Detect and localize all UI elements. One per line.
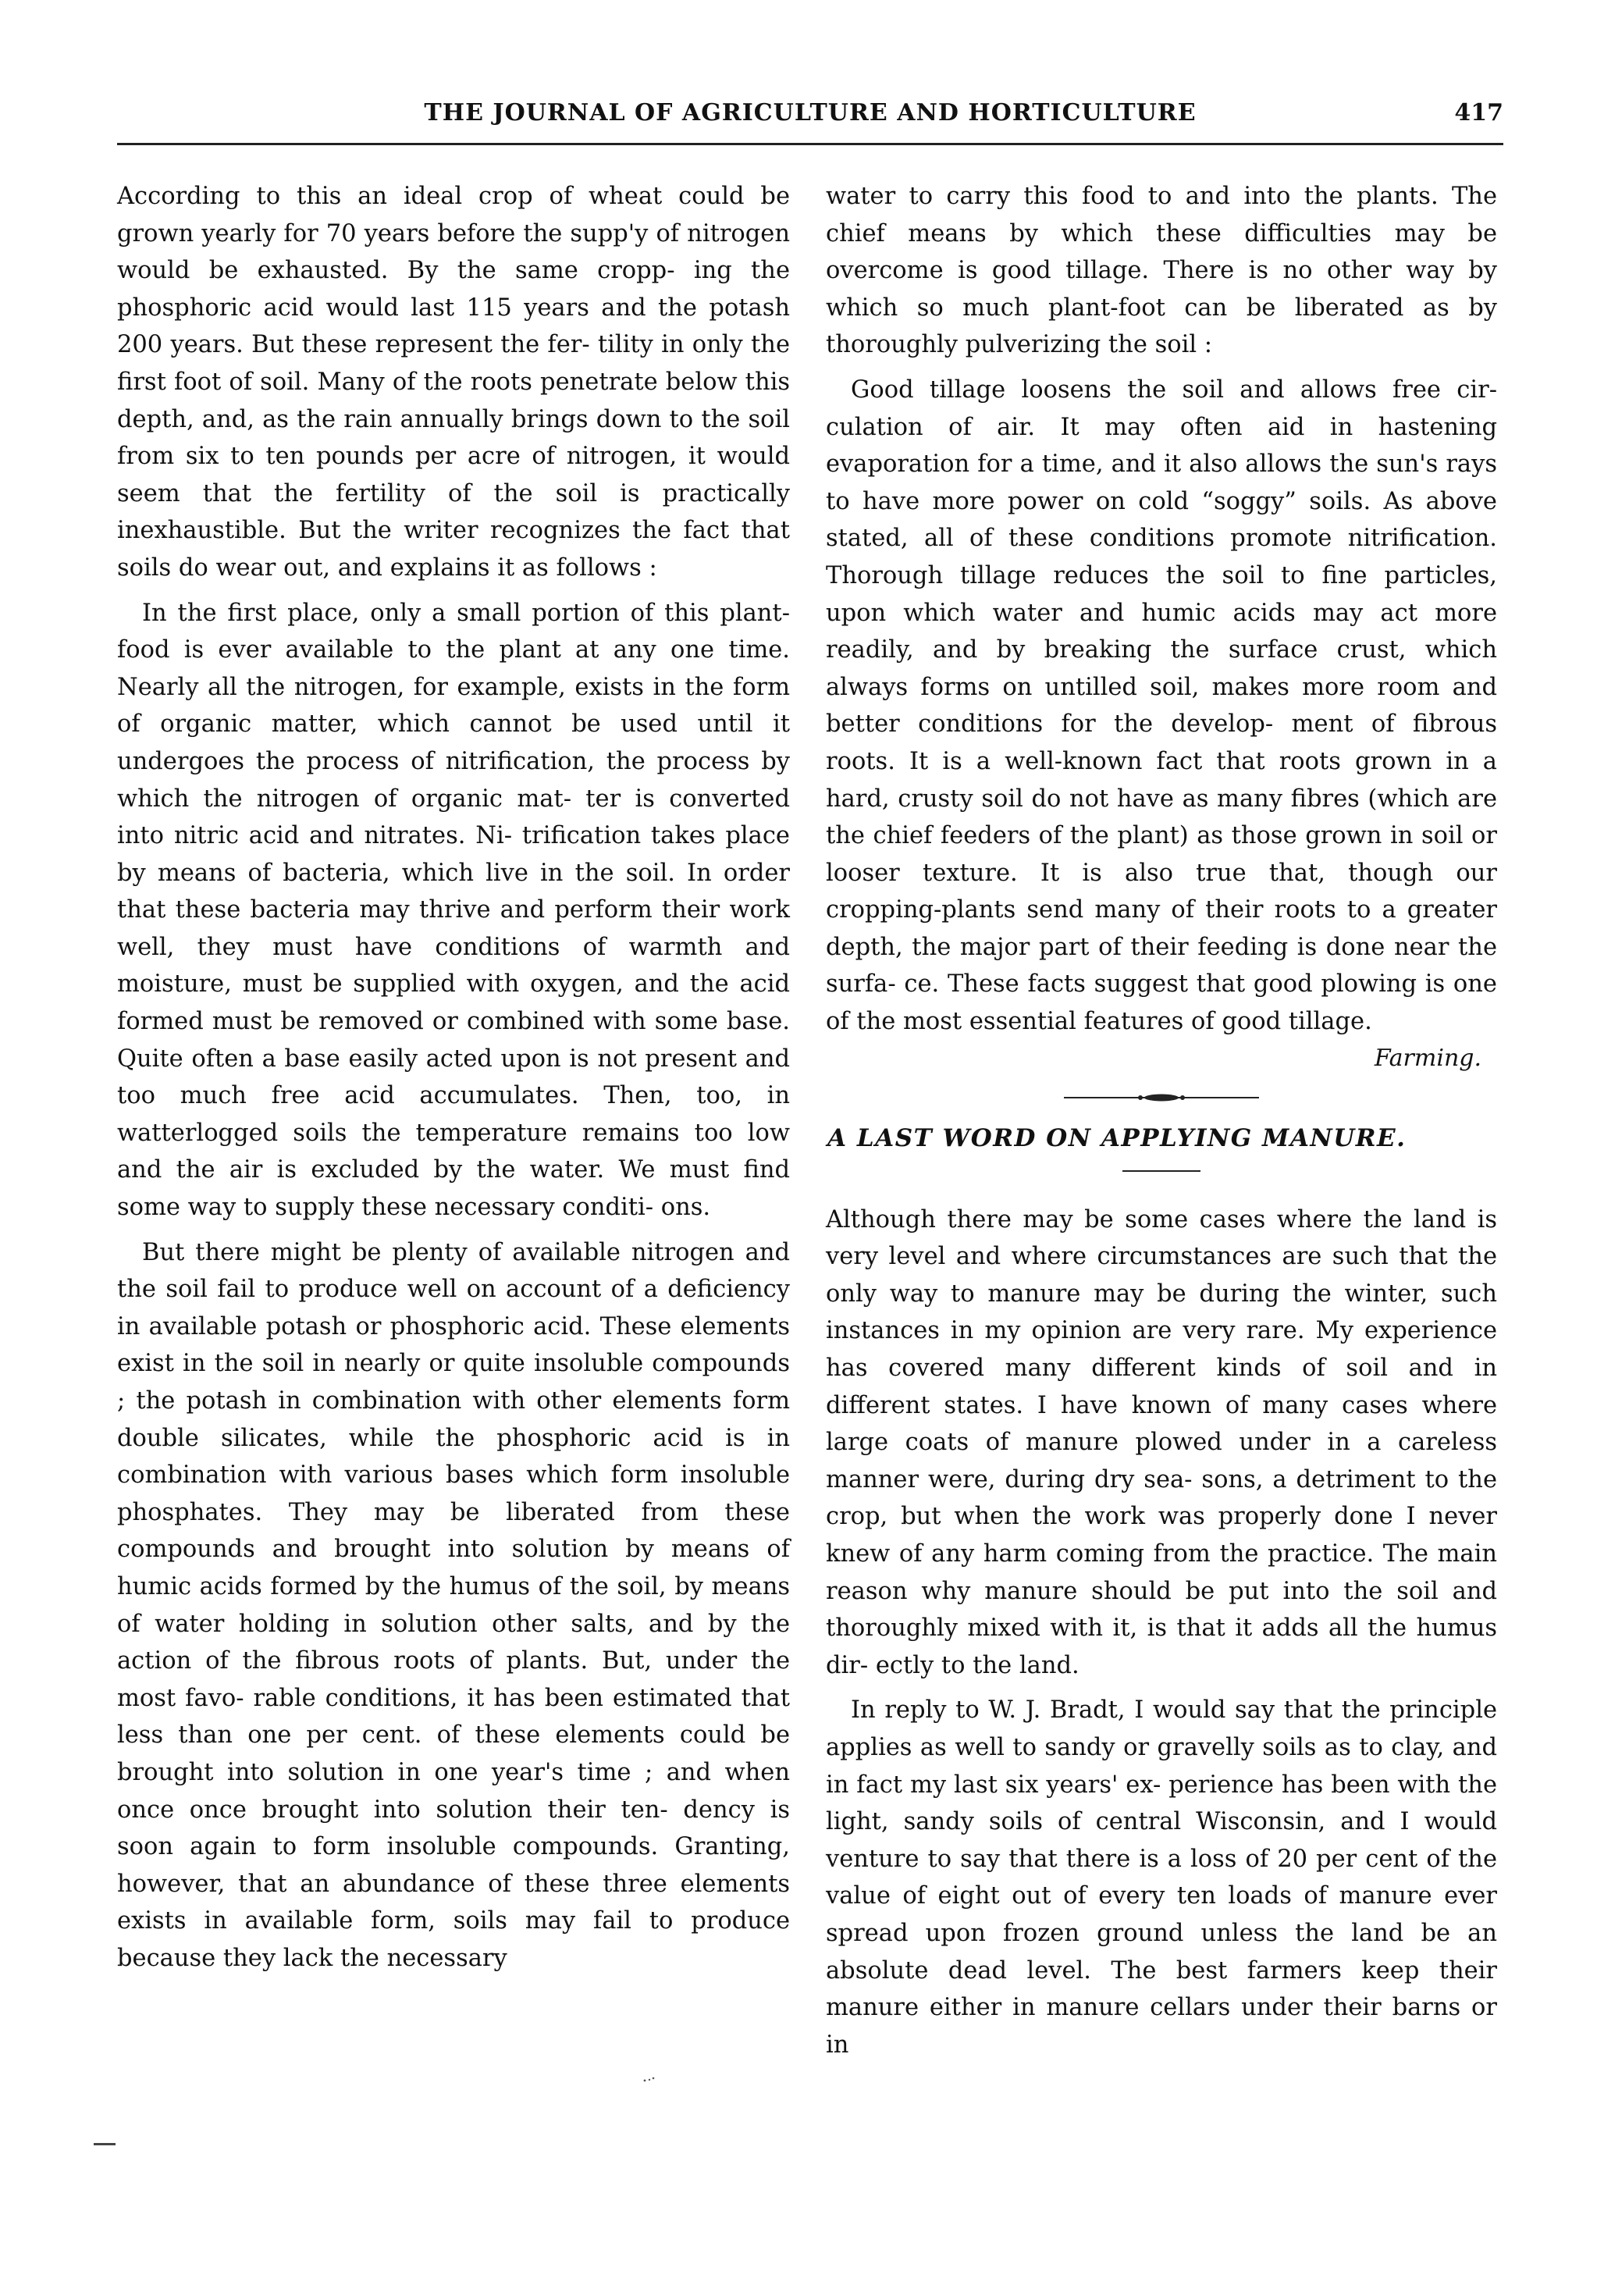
title-underline [1122,1170,1200,1172]
right-column [826,178,1497,2063]
paragraph: Although there may be some cases where the land is very level and where circumstances are such that the only way to manure may be during the winter, such instances in my opinion are very rare. My experience has covered many different kinds of soil and in different states. I have known of many cases where large coats of manure plowed under in a careless manner were, during dry sea- sons, a detriment to the crop, but when the work was properly done I never knew of any harm coming from the practice. The main reason why manure should be put into the soil and thoroughly mixed with it, is that it adds all the humus dir- ectly to the land. [826,1205,1497,1679]
paragraph: In reply to W. J. Bradt, I would say that the principle applies as well to sandy or gravelly soils as to clay, and in fact my last six years' ex- perience has been with the light, sandy soils of central Wisconsin, and I would venture to say that there is a loss of 20 per cent of the value of eight out of every ten loads of manure ever spread upon frozen ground unless the land be an absolute dead level. The best farmers keep their manure either in manure cellars under their barns or in [826,1696,1497,2059]
header-rule [117,143,1503,145]
paragraph: In the first place, only a small portion of this plant-food is ever available to the plant at any one time. Nearly all the nitrogen, for example, exists in the form of organic matter, which cannot be used until it undergoes the process of nitrification, the process by which the nitrogen of organic mat- ter is converted into nitric acid and nitrates. Ni- trification takes place by means of bacteria, which live in the soil. In order that these bacteria may thrive and perform their work well, they must have conditions of warmth and moisture, must be supplied with oxygen, and the acid formed must be removed or combined with some base. Quite often a base easily acted upon is not present and too much free acid accumulates. Then, too, in watterlogged soils the temperature remains too low and the air is excluded by the water. We must find some way to supply these necessary conditi- ons. [117,599,790,1222]
paragraph: But there might be plenty of available nitrogen and the soil fail to produce well on account of a deficiency in available potash or phosphoric acid. These elements exist in the soil in nearly or quite insoluble compounds ; the potash in combination with other elements form double silicates, while the phosphoric acid is in combination with various bases which form insoluble phosphates. They may be liberated from these compounds and brought into solution by means of humic acids formed by the humus of the soil, by means of water holding in solution other salts, and by the action of the fibrous roots of plants. But, under the most favo- rable conditions, it has been estimated that less than one per cent. of these elements could be brought into solution in one year's time ; and when once once brought into solution their ten- dency is soon again to form insoluble compounds. Granting, however, that an abundance of these three elements exists in available form, soils may fail to produce because they lack the necessary [117,1238,790,1972]
page-header [117,98,1503,144]
print-mark [94,2143,116,2145]
source-signature: Farming. [1374,1044,1481,1072]
left-column [117,178,790,1977]
page-number: 417 [1454,99,1503,126]
running-title: THE JOURNAL OF AGRICULTURE AND HORTICULTURE [424,99,1197,126]
article-title: A LAST WORD ON APPLYING MANURE. [827,1123,1407,1152]
paragraph: water to carry this food to and into the plants. The chief means by which these difficulties may be overcome is good tillage. There is no other way by which so much plant-foot can be liberated as by thoroughly pulverizing the soil : [826,183,1497,359]
section-divider-ornament [1064,1092,1259,1103]
paragraph: According to this an ideal crop of wheat could be grown yearly for 70 years before the supp'y of nitrogen would be exhausted. By the same cropp- ing the phosphoric acid would last 115 years and the potash 200 years. But these represent the fer- tility in only the first foot of soil. Many of the roots penetrate below this depth, and, as the rain annually brings down to the soil from six to ten pounds per acre of nitrogen, it would seem that the fertility of the soil is practically inexhaustible. But the writer recognizes the fact that soils do wear out, and explains it as follows : [117,183,790,582]
paragraph: Good tillage loosens the soil and allows free cir- culation of air. It may often aid in hastening evaporation for a time, and it also allows the sun's rays to have more power on cold “soggy” soils. As above stated, all of these conditions promote nitrification. Thorough tillage reduces the soil to fine particles, upon which water and humic acids may act more readily, and by breaking the surface crust, which always forms on untilled soil, makes more room and better conditions for the develop- ment of fibrous roots. It is a well-known fact that roots grown in a hard, crusty soil do not have as many fibres (which are the chief feeders of the plant) as those grown in soil or looser texture. It is also true that, though our cropping-plants send many of their roots to a greater depth, the major part of their feeding is done near the surfa- ce. These facts suggest that good plowing is one of the most essential features of good tillage. [826,376,1497,1036]
ink-speck [642,2077,656,2083]
